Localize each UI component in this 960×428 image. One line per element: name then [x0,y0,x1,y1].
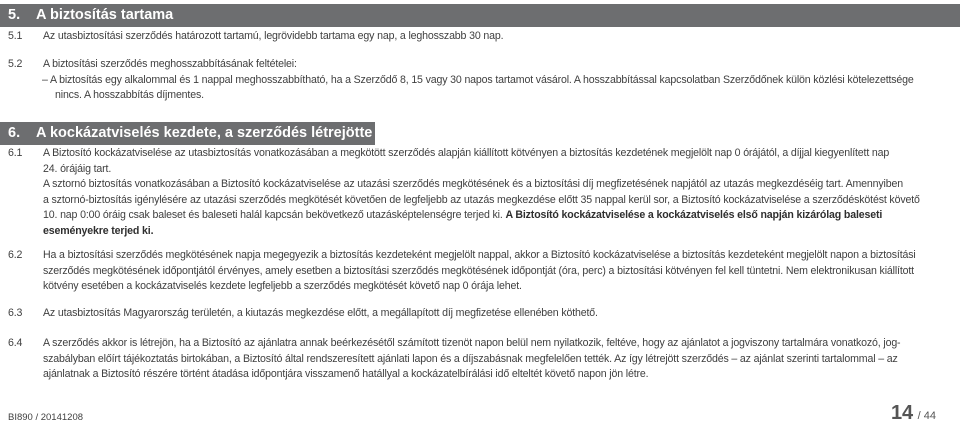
paragraph-line: A Biztosító kockázatviselése az utasbiztosítás vonatkozásában a megkötött szerződés alapján kiállított kötvényen a biztosítás kezdetének megjelölt nap 0 órájától, a díjjal kiegyenlített nap [43,147,890,159]
paragraph-6-1 [0,146,960,240]
paragraph-line: kötvény esetében a kockázatviselés kezdete legfeljebb a szerződés megkötését követő nap 0 órája lehet. [43,280,522,293]
page-number [891,402,936,425]
paragraph-label: 6.4 [8,337,23,349]
paragraph-5-2 [0,57,960,105]
paragraph-line: A szerződés akkor is létrejön, ha a Biztosító az ajánlatra annak beérkezésétől számított tizenöt napon belül nem nyilatkozik, feltéve, hogy az ajánlatot a jogviszony tartalmára vonatkozó, jog- [43,337,901,349]
bold-statement: A Biztosító kockázatviselése a kockázatviselés első napján kizárólag baleseti [505,209,883,222]
page-total: / 44 [917,410,936,422]
paragraph-line: szabályban előírt tájékoztatás birtokában, a Biztosító által rendszeresített ajánlati lapon és a díjszabásnak megfelelően tették. Az így létrejött szerződés – az ajánlat szerinti tartalommal – az [43,352,898,365]
section-5-title: A biztosítás tartama [36,7,174,23]
paragraph-text: Az utasbiztosítás Magyarország területén, a kiutazás megkezdése előtt, a megállapított díj megfizetése ellenében köthető. [43,307,598,319]
paragraph-label: 6.3 [8,307,23,319]
paragraph-line: A sztornó biztosítás vonatkozásában a Biztosító kockázatviselése az utazási szerződés megkötésének és a biztosítási díj megfizetésének napjától az utazás megkezdéséig tart. Amennyiben [43,178,903,191]
document-code: BI890 / 20141208 [8,412,84,423]
section-6-header [0,122,375,145]
section-5-header [0,4,960,27]
paragraph-5-1 [0,29,960,45]
paragraph-line: A biztosítási szerződés meghosszabbításának feltételei: [43,58,297,70]
paragraph-6-3 [0,306,960,322]
paragraph-text: Az utasbiztosítási szerződés határozott tartamú, legrövidebb tartama egy nap, a leghosszabb 30 nap. [43,30,504,42]
paragraph-line: ajánlatnak a Biztosító részére történt átadása időpontjára visszamenő hatállyal a kockázatelbírálási idő elteltét követő napon jön létre. [43,368,649,381]
paragraph-label: 5.2 [8,58,23,70]
paragraph-label: 5.1 [8,30,23,42]
paragraph-line: a sztornó-biztosítás igénylésére az utazási szerződés megkötését követően de legfeljebb az utazás megkezdése előtt 35 nappal kerül sor, a Biztosító kockázatviselése a szerződéskötést követő [43,193,920,206]
paragraph-label: 6.2 [8,249,23,261]
paragraph-line [43,208,938,224]
page-current: 14 [890,402,914,424]
list-item: – A biztosítás egy alkalommal és 1 nappal meghosszabbítható, ha a Szerződő 8, 15 vagy 30 napos tartamot vásárol. A hosszabbítással kapcsolatban Szerződőnek külön közlési kötelezettsége [42,73,914,86]
paragraph-line: 24. órájáig tart. [43,162,112,175]
section-5-number: 5. [8,7,21,23]
section-6-title: A kockázatviselés kezdete, a szerződés létrejötte [36,125,373,141]
paragraph-6-4 [0,336,960,384]
paragraph-label: 6.1 [8,147,23,159]
paragraph-line: nincs. A hosszabbítás díjmentes. [55,89,204,102]
section-6-number: 6. [8,125,21,141]
paragraph-text: 10. nap 0:00 óráig csak baleset és baleseti halál kapcsán bekövetkező utazásképtelenségre terjed ki. [43,209,506,222]
paragraph-line: Ha a biztosítási szerződés megkötésének napja megegyezik a biztosítás kezdeteként megjelölt nappal, akkor a Biztosító kockázatviselése a biztosítás kezdeteként megjelölt napon a biztosítási [43,249,916,261]
paragraph-line: szerződés megkötésének időpontjától érvényes, amely esetben a biztosítási szerződés megkötésének időpontját (óra, perc) a biztosítási kötvényen fel kell tüntetni. Nem elektronikusan kiállított [43,264,914,277]
paragraph-6-2 [0,248,960,296]
bold-statement-end: eseményekre terjed ki. [43,224,154,237]
